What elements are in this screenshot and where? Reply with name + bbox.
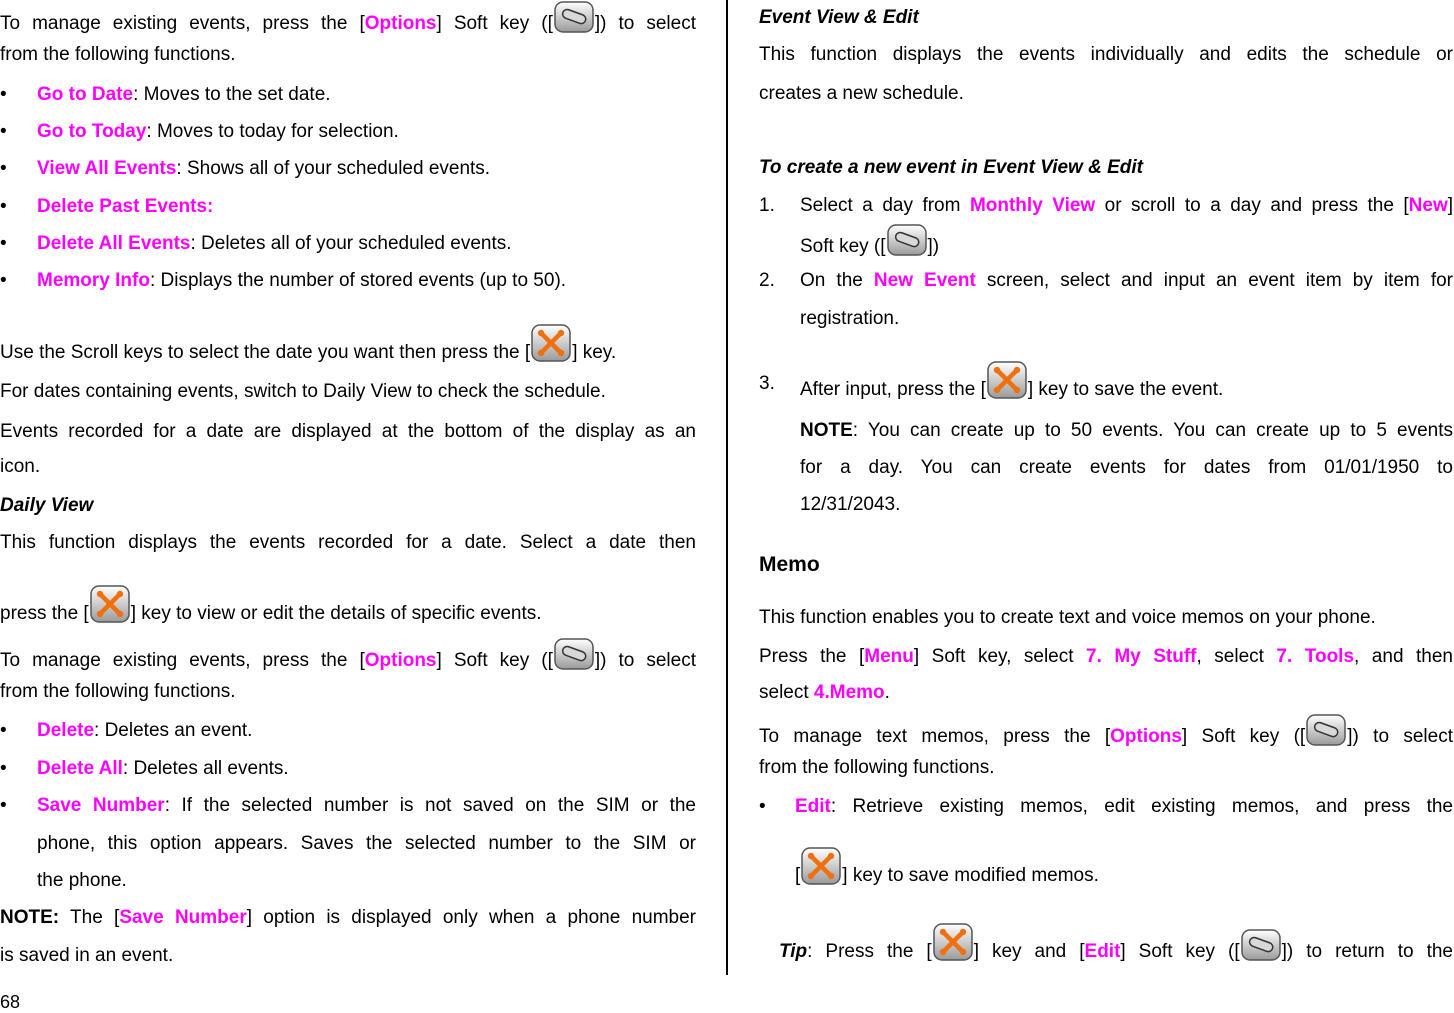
list-item-desc: : Displays the number of stored events (up to 50).	[149, 270, 567, 291]
bullet-icon: •	[0, 233, 7, 254]
options-line2	[0, 650, 696, 672]
memo-options-line1	[759, 726, 1453, 748]
bullet-icon: •	[0, 758, 7, 779]
list-item-edit	[759, 796, 1453, 818]
list-item	[0, 158, 696, 180]
list-item	[0, 196, 696, 218]
bullet-icon: •	[0, 84, 7, 105]
recorded-text-line2: icon.	[0, 456, 41, 477]
list-item-term: Delete All	[37, 758, 123, 779]
list-item-desc: : Retrieve existing memos, edit existing memos, and press the	[830, 796, 1453, 817]
soft-key-icon	[554, 638, 594, 670]
text: .	[884, 682, 890, 703]
text: or scroll to a day and press the [	[1095, 195, 1409, 216]
list-item-desc: : Moves to the set date.	[133, 84, 331, 105]
text: ]) to select	[1347, 726, 1453, 747]
note-label: NOTE	[800, 420, 853, 441]
text: To manage existing events, press the [	[0, 650, 365, 671]
text: : You can create up to 50 events. You can create up to 5 events	[852, 420, 1453, 441]
ok-key-icon	[801, 847, 841, 885]
bullet-icon: •	[0, 270, 7, 291]
save-number-line2: phone, this option appears. Saves the selected number to the SIM or	[37, 833, 696, 854]
list-item-term: Save Number	[37, 795, 165, 816]
bullet-icon: •	[0, 795, 7, 816]
text: : Press the [	[807, 941, 932, 962]
bullet-icon: •	[0, 720, 7, 741]
edit-item-line2	[759, 859, 1453, 887]
text: To manage text memos, press the [	[759, 726, 1111, 747]
event-view-line2: creates a new schedule.	[759, 83, 964, 104]
event-view-heading: Event View & Edit	[759, 7, 919, 28]
options-intro-line	[0, 13, 696, 35]
list-item-desc: : Shows all of your scheduled events.	[176, 158, 491, 179]
options-intro-line2: from the following functions.	[0, 44, 236, 65]
step-number: 2.	[759, 270, 775, 291]
text: ] Soft key ([	[1181, 726, 1306, 747]
list-item-desc: : Moves to today for selection.	[146, 121, 399, 142]
list-item-term: Edit	[795, 796, 831, 817]
column-divider	[726, 0, 728, 975]
scroll-instruction	[0, 336, 696, 364]
event-view-line1: This function displays the events individually and edits the schedule or	[759, 44, 1453, 65]
step-3	[759, 373, 1453, 401]
daily-switch-text: For dates containing events, switch to Daily View to check the schedule.	[0, 381, 606, 402]
page-number: 68	[0, 992, 21, 1012]
text: After input, press the [	[800, 379, 986, 400]
list-item	[0, 720, 696, 742]
text: [	[795, 865, 801, 886]
list-item-term: Delete All Events	[37, 233, 191, 254]
ok-key-icon	[987, 361, 1027, 399]
text: To manage existing events, press the [	[0, 13, 365, 34]
options-term: Options	[364, 650, 437, 671]
soft-key-icon	[887, 224, 927, 256]
text: ] Soft key ([	[436, 13, 553, 34]
text: ]) to select	[594, 650, 696, 671]
bullet-icon: •	[759, 796, 766, 817]
ok-key-icon	[90, 585, 130, 623]
list-item-term: View All Events	[37, 158, 177, 179]
event-note	[759, 420, 1453, 442]
text: select	[759, 682, 814, 703]
text: ]	[1447, 195, 1454, 216]
recorded-text-line1: Events recorded for a date are displayed at the bottom of the display as an	[0, 421, 696, 442]
text: Press the [	[759, 646, 865, 667]
menu-term: Menu	[864, 646, 914, 667]
tools-term: 7. Tools	[1276, 646, 1355, 667]
list-item-save-number	[0, 795, 696, 817]
step-1	[759, 195, 1453, 217]
step-number: 3.	[759, 373, 775, 394]
step-number: 1.	[759, 195, 775, 216]
step-1-line2	[759, 236, 1453, 258]
edit-term: Edit	[1084, 941, 1121, 962]
event-note-line2: for a day. You can create events for dates from 01/01/1950 to	[800, 457, 1453, 478]
tip-line	[759, 935, 1453, 963]
list-item	[0, 758, 696, 780]
text: , and then	[1354, 646, 1453, 667]
list-item-desc: : Deletes all of your scheduled events.	[190, 233, 512, 254]
daily-text-line2	[0, 597, 696, 625]
list-item-desc: : Deletes an event.	[94, 720, 253, 741]
text: On the	[800, 270, 874, 291]
memo-options-line2: from the following functions.	[759, 757, 995, 778]
note-label: NOTE:	[0, 907, 60, 928]
list-item	[0, 270, 696, 292]
text: The [	[59, 907, 120, 928]
save-number-note	[0, 907, 696, 929]
text: press the [	[0, 603, 89, 624]
bullet-icon: •	[0, 121, 7, 142]
soft-key-icon	[1306, 714, 1346, 746]
list-item	[0, 84, 696, 106]
list-item-desc: : Deletes all events.	[122, 758, 289, 779]
memo-intro: This function enables you to create text and voice memos on your phone.	[759, 607, 1376, 628]
text: screen, select and input an event item by item for	[975, 270, 1453, 291]
options-term: Options	[1110, 726, 1182, 747]
soft-key-icon	[1241, 929, 1281, 961]
new-term: New	[1408, 195, 1448, 216]
text: Select a day from	[800, 195, 970, 216]
daily-text-line1: This function displays the events recorded for a date. Select a date then	[0, 532, 696, 553]
text: ] option is displayed only when a phone number	[246, 907, 696, 928]
text: ] key to save the event.	[1027, 379, 1224, 400]
new-event-term: New Event	[873, 270, 976, 291]
memo-term: 4.Memo	[813, 682, 885, 703]
ok-key-icon	[933, 923, 973, 961]
list-item-desc: : If the selected number is not saved on the SIM or the	[164, 795, 696, 816]
list-item-term: Delete Past Events:	[37, 196, 214, 217]
save-number-line3: the phone.	[37, 870, 127, 891]
list-item-term: Delete	[37, 720, 95, 741]
text: ] Soft key ([	[436, 650, 553, 671]
step-2	[759, 270, 1453, 292]
tip-label: Tip	[779, 941, 808, 962]
list-item-term: Memory Info	[37, 270, 150, 291]
soft-key-icon	[554, 1, 594, 33]
memo-heading: Memo	[759, 553, 820, 576]
options-line2-cont: from the following functions.	[0, 681, 236, 702]
text: ])	[927, 236, 940, 257]
options-term: Options	[364, 13, 437, 34]
my-stuff-term: 7. My Stuff	[1086, 646, 1197, 667]
save-number-note-line2: is saved in an event.	[0, 945, 174, 966]
text: ]) to select	[594, 13, 696, 34]
event-note-line3: 12/31/2043.	[800, 494, 901, 515]
text: , select	[1196, 646, 1277, 667]
monthly-view-term: Monthly View	[969, 195, 1096, 216]
text: ] key and [	[973, 941, 1085, 962]
text: ] key.	[572, 342, 617, 363]
text: ] Soft key ([	[1120, 941, 1240, 962]
text: ] key to view or edit the details of specific events.	[130, 603, 542, 624]
create-event-heading: To create a new event in Event View & Edit	[759, 157, 1143, 178]
step-2-line2: registration.	[800, 308, 900, 329]
bullet-icon: •	[0, 158, 7, 179]
text: Use the Scroll keys to select the date you want then press the [	[0, 342, 531, 363]
memo-press-line2	[759, 682, 1453, 704]
bullet-icon: •	[0, 196, 7, 217]
list-item-term: Go to Today	[37, 121, 147, 142]
list-item-term: Go to Date	[37, 84, 134, 105]
daily-view-heading: Daily View	[0, 495, 94, 516]
note-term: Save Number	[119, 907, 247, 928]
text: ] Soft key, select	[913, 646, 1087, 667]
text: ]) to return to the	[1281, 941, 1453, 962]
list-item	[0, 233, 696, 255]
list-item	[0, 121, 696, 143]
memo-press-line1	[759, 646, 1453, 668]
text: ] key to save modified memos.	[842, 865, 1099, 886]
text: Soft key ([	[800, 236, 886, 257]
ok-key-icon	[531, 324, 571, 362]
